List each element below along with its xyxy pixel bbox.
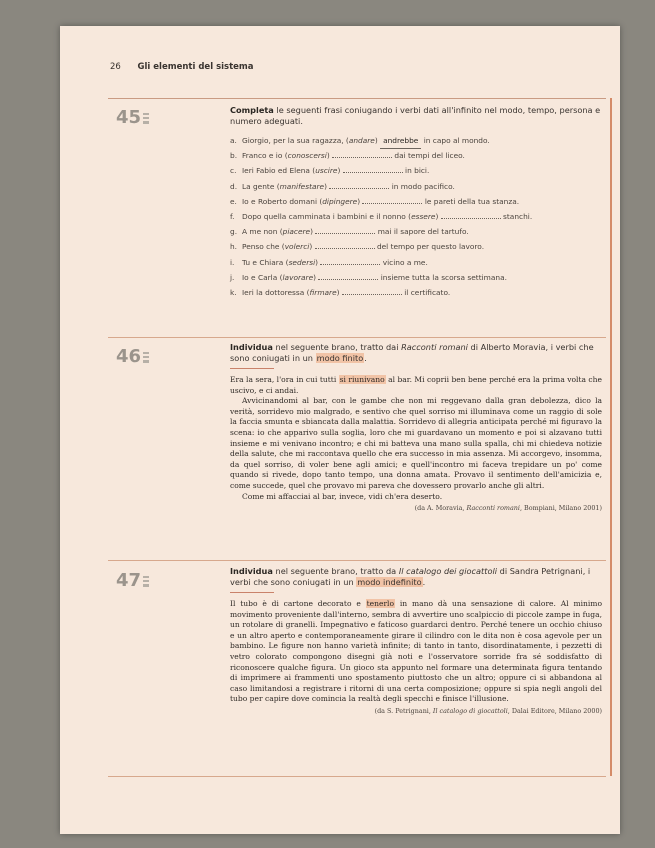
difficulty-icon	[143, 576, 149, 587]
exercise-number-text: 46	[116, 346, 142, 367]
item-text: )	[315, 257, 319, 267]
exercise-instruction	[230, 566, 602, 588]
item-text: )	[326, 151, 330, 161]
item-text: Io e Roberto domani (	[242, 196, 323, 206]
item-letter: h.	[230, 242, 238, 252]
item-text: Ieri Fabio ed Elena (	[242, 166, 316, 176]
item-verb: uscire	[315, 166, 338, 176]
textbook-page	[60, 26, 620, 834]
exercise-number	[116, 570, 149, 591]
difficulty-icon	[143, 113, 149, 124]
exercise-item	[230, 285, 602, 300]
instruction-end: .	[364, 353, 367, 363]
item-letter: c.	[230, 166, 237, 176]
passage-text: al bar. Mi coprii ben bene perché era la prima volta che uscivo, e ci andai.	[230, 375, 602, 395]
item-text: )	[374, 136, 378, 145]
item-letter: g.	[230, 227, 238, 237]
instruction-book-title: Il catalogo dei giocattoli	[398, 566, 498, 576]
instruction-text-a: nel seguente brano, tratto da	[272, 566, 399, 576]
exercise-item	[230, 209, 602, 224]
instruction-verb: Completa	[230, 105, 274, 115]
item-letter: d.	[230, 181, 238, 191]
source-text: (da S. Petrignani,	[374, 706, 433, 715]
source-text: , Bompiani, Milano 2001)	[519, 504, 602, 513]
exercise-item	[230, 270, 602, 285]
page-header	[110, 62, 254, 72]
answer-blank[interactable]	[318, 271, 378, 280]
exercise-number-text: 45	[116, 107, 142, 128]
item-text: in bici.	[402, 166, 430, 176]
passage-source	[230, 504, 602, 512]
item-letter: i.	[230, 257, 235, 267]
item-letter: b.	[230, 151, 238, 161]
instruction-highlight: modo indefinito	[357, 577, 422, 587]
item-verb: volerci	[284, 242, 310, 252]
instruction-text: le seguenti frasi coniugando i verbi dati all'infinito nel modo, tempo, persona e numero adeguati.	[230, 105, 601, 126]
item-verb: piacere	[282, 227, 311, 237]
instruction-text-a: nel seguente brano, tratto dai	[272, 342, 402, 352]
item-text: )	[313, 272, 317, 282]
answer-blank[interactable]	[362, 195, 422, 204]
answer-blank[interactable]	[332, 149, 392, 158]
section-title: Gli elementi del sistema	[137, 62, 254, 72]
passage-text: Era la sera, l'ora in cui tutti	[230, 375, 339, 384]
exercise-item	[230, 224, 602, 239]
instruction-verb: Individua	[230, 566, 273, 576]
item-text: vicino a me.	[380, 257, 428, 267]
item-letter: f.	[230, 211, 235, 221]
exercise-number	[116, 107, 149, 128]
passage-paragraph: Come mi affacciai al bar, invece, vidi ch'era deserto.	[242, 491, 443, 501]
exercise-46	[108, 338, 606, 561]
highlighted-verb: si riunivano	[339, 375, 385, 384]
item-verb: manifestare	[279, 181, 325, 191]
item-verb: dipingere	[322, 196, 358, 206]
exercise-item	[230, 133, 602, 148]
item-text: Franco e io (	[242, 151, 288, 161]
divider	[230, 592, 274, 593]
source-text: (da A. Moravia,	[414, 504, 467, 513]
exercise-item	[230, 163, 602, 178]
page-edge-mark	[610, 98, 612, 776]
instruction-text-b: di Alberto Moravia, i verbi che sono coniugati in un	[230, 342, 594, 363]
source-title: Racconti romani	[466, 504, 520, 513]
item-text: dai tempi del liceo.	[392, 151, 465, 161]
item-text: Tu e Chiara (	[242, 257, 289, 267]
item-text: )	[357, 196, 361, 206]
item-letter: j.	[230, 272, 235, 282]
item-text: )	[310, 227, 313, 237]
divider	[230, 368, 274, 369]
item-text: insieme tutta la scorsa settimana.	[378, 272, 507, 282]
passage-paragraph	[230, 375, 602, 396]
page-number: 26	[110, 62, 121, 72]
answer-field: andrebbe	[380, 133, 421, 149]
exercise-instruction	[230, 342, 602, 364]
item-letter: a.	[230, 136, 237, 145]
passage-text: in mano dà una sensazione di calore. Al minimo movimento proveniente dall'interno, sembra di avvertire uno scalpiccio di piccole zampe in fuga, un rotolare di granelli. Impegnativo e faticoso guardarci dentro. Perché tenere un occhio chiuso e un altro aperto e contemporaneamente girare il cilindro con le dita non è cosa agevole per un bambino. Le figure non hanno varietà infinite; di tanto in tanto, disordinatamente, i pezzetti di vetro colorato compongono disegni già noti e l'osservatore sorride fra sé soddisfatto di riconoscere qualche figura. Un gioco sta appunto nel formare una determinata figura tentando di imprimere ai frammenti uno spostamento piuttosto che un altro; oppure ci si abbandona al caso limitandosi a registrare i ritorni di una certa composizione; oppure si spia negli angoli del tubo per capire dove comincia la realtà degli specchi e finisce l'illusione.	[230, 599, 602, 704]
item-text: il certificato.	[401, 287, 451, 297]
item-text: )	[309, 242, 313, 252]
instruction-highlight: modo finito	[316, 353, 364, 363]
item-letter: k.	[230, 287, 237, 297]
highlighted-verb: tenerlo	[366, 599, 395, 608]
item-text: Io e Carla (	[242, 272, 283, 282]
item-text: Giorgio, per la sua ragazza, (	[242, 136, 349, 145]
item-text: stanchi.	[500, 211, 533, 221]
item-text: le pareti della tua stanza.	[422, 196, 520, 206]
exercise-item	[230, 239, 602, 254]
answer-blank[interactable]	[329, 180, 389, 189]
answer-blank[interactable]	[343, 164, 403, 173]
item-text: in capo al mondo.	[421, 136, 490, 145]
item-text: Penso che (	[242, 242, 285, 252]
item-text: )	[324, 181, 327, 191]
item-text: )	[435, 211, 439, 221]
item-text: La gente (	[242, 181, 280, 191]
exercise-number	[116, 346, 149, 367]
exercise-item	[230, 148, 602, 163]
item-letter: e.	[230, 196, 237, 206]
instruction-text-b: di Sandra Petrignani, i verbi che sono coniugati in un	[230, 566, 591, 587]
answer-blank[interactable]	[320, 256, 380, 265]
instruction-verb: Individua	[230, 342, 273, 352]
exercise-instruction	[230, 105, 602, 127]
source-title: Il catalogo di giocattoli	[432, 706, 508, 715]
exercise-number-text: 47	[116, 570, 142, 591]
item-verb: firmare	[309, 287, 337, 297]
item-text: )	[336, 287, 340, 297]
passage-source	[230, 707, 602, 715]
source-text: , Dalai Editore, Milano 2000)	[507, 706, 602, 715]
item-text: del tempo per questo lavoro.	[374, 242, 485, 252]
item-text: )	[337, 166, 341, 176]
answer-blank[interactable]	[441, 210, 501, 219]
instruction-end: .	[422, 577, 426, 587]
exercise-45	[108, 98, 606, 338]
item-text: A me non (	[242, 227, 283, 237]
exercise-item	[230, 255, 602, 270]
item-verb: andare	[348, 136, 375, 145]
exercise-item	[230, 179, 602, 194]
answer-blank[interactable]	[342, 286, 402, 295]
item-verb: essere	[411, 211, 436, 221]
passage-paragraph: Avvicinandomi al bar, con le gambe che non mi reggevano dalla gran debolezza, dico la verità, sorridevo mio malgrado, e sentivo che quel sorriso mi illuminava come un raggio di sole la faccia smunta e sbiancata dalla malattia. Sorridevo di allegria anticipata perché mi figuravo la scena: io che apparivo sulla soglia, loro che mi guardavano un momento e poi si alzavano tutti insieme e mi venivano incontro; e chi mi batteva una mano sulla spalla, chi mi chiedeva notizie della salute, che mi raccontava quello che era successo in mia assenza. Mi accorgevo, insomma, da quel sorriso, di voler bene agli amici; e quell'incontro mi faceva trepidare un po' come quando si rivede, dopo tanto tempo, una donna amata. Provavo il sentimento dell'amicizia e, come succede, quel che provavo mi pareva che dovessero provarlo anche gli altri.	[230, 396, 602, 490]
exercise-item	[230, 194, 602, 209]
difficulty-icon	[143, 352, 149, 363]
passage-paragraph	[230, 599, 602, 705]
passage-text: Il tubo è di cartone decorato e	[230, 599, 366, 608]
item-text: mai il sapore del tartufo.	[375, 227, 469, 237]
item-verb: lavorare	[282, 272, 314, 282]
answer-blank[interactable]	[315, 240, 375, 249]
item-verb: conoscersi	[287, 151, 327, 161]
instruction-book-title: Racconti romani	[401, 342, 468, 352]
item-text: in modo pacifico.	[389, 181, 455, 191]
answer-blank[interactable]	[315, 225, 375, 234]
item-text: Dopo quella camminata i bambini e il nonno (	[242, 211, 412, 221]
item-text: Ieri la dottoressa (	[242, 287, 310, 297]
exercise-47	[108, 562, 606, 777]
item-verb: sedersi	[288, 257, 316, 267]
exercise-items	[230, 133, 602, 300]
